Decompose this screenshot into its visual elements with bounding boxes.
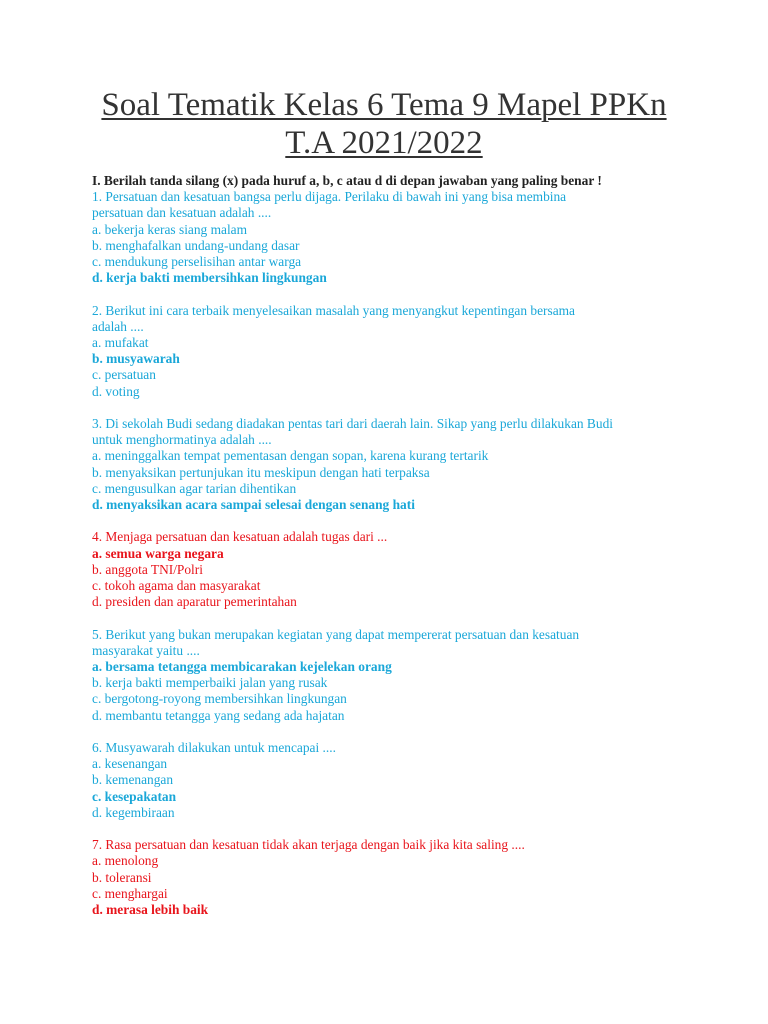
answer-option: c. mengusulkan agar tarian dihentikan: [92, 480, 297, 496]
answer-option: d. kegembiraan: [92, 804, 175, 820]
document-title: [0, 86, 768, 162]
answer-option-correct: d. menyaksikan acara sampai selesai dengan senang hati: [92, 497, 415, 513]
question-text: 6. Musyawarah dilakukan untuk mencapai ....: [92, 740, 336, 756]
question-7: [92, 837, 712, 918]
answer-option: c. bergotong-royong membersihkan lingkungan: [92, 691, 347, 707]
question-text: 3. Di sekolah Budi sedang diadakan pentas tari dari daerah lain. Sikap yang perlu dilakukan Budi: [92, 416, 613, 432]
answer-option: b. anggota TNI/Polri: [92, 561, 203, 577]
answer-option: d. membantu tetangga yang sedang ada hajatan: [92, 707, 345, 723]
answer-option-correct: c. kesepakatan: [92, 788, 177, 804]
question-4: [92, 529, 712, 610]
answer-option: d. presiden dan aparatur pemerintahan: [92, 594, 297, 610]
answer-option: b. menghafalkan undang-undang dasar: [92, 237, 300, 253]
question-6: [92, 740, 712, 821]
answer-option: b. kerja bakti memperbaiki jalan yang rusak: [92, 675, 328, 691]
question-text: masyarakat yaitu ....: [92, 642, 200, 658]
title-line-1: Soal Tematik Kelas 6 Tema 9 Mapel PPKn: [101, 87, 667, 123]
question-text: 4. Menjaga persatuan dan kesatuan adalah tugas dari ...: [92, 529, 388, 545]
question-3: [92, 416, 712, 513]
answer-option-correct: a. semua warga negara: [92, 545, 224, 561]
answer-option: b. menyaksikan pertunjukan itu meskipun dengan hati terpaksa: [92, 464, 430, 480]
question-5: [92, 627, 712, 724]
answer-option: c. persatuan: [92, 367, 156, 383]
answer-option: a. meninggalkan tempat pementasan dengan sopan, karena kurang tertarik: [92, 448, 489, 464]
title-line-2: T.A 2021/2022: [285, 125, 483, 161]
answer-option: a. menolong: [92, 853, 159, 869]
question-2: [92, 303, 712, 400]
question-text: untuk menghormatinya adalah ....: [92, 432, 272, 448]
answer-option: c. menghargai: [92, 885, 168, 901]
answer-option-correct: d. merasa lebih baik: [92, 902, 209, 918]
question-list: [92, 173, 712, 934]
answer-option-correct: b. musyawarah: [92, 351, 180, 367]
answer-option: d. voting: [92, 383, 140, 399]
answer-option: c. tokoh agama dan masyarakat: [92, 578, 261, 594]
answer-option: b. toleransi: [92, 869, 152, 885]
answer-option: a. bekerja keras siang malam: [92, 221, 248, 237]
questions-container: [92, 189, 712, 918]
question-text: persatuan dan kesatuan adalah ....: [92, 205, 272, 221]
answer-option-correct: a. bersama tetangga membicarakan kejelekan orang: [92, 659, 392, 675]
question-text: 1. Persatuan dan kesatuan bangsa perlu dijaga. Perilaku di bawah ini yang bisa membina: [92, 189, 567, 205]
answer-option: a. kesenangan: [92, 756, 168, 772]
answer-option: a. mufakat: [92, 335, 149, 351]
question-text: 7. Rasa persatuan dan kesatuan tidak akan terjaga dengan baik jika kita saling ....: [92, 837, 525, 853]
question-text: 5. Berikut yang bukan merupakan kegiatan yang dapat mempererat persatuan dan kesatuan: [92, 626, 580, 642]
instruction-text: I. Berilah tanda silang (x) pada huruf a, b, c atau d di depan jawaban yang paling benar !: [92, 173, 602, 188]
question-text: 2. Berikut ini cara terbaik menyelesaikan masalah yang menyangkut kepentingan bersama: [92, 302, 576, 318]
question-1: [92, 189, 712, 286]
question-text: adalah ....: [92, 318, 144, 334]
answer-option: c. mendukung perselisihan antar warga: [92, 254, 302, 270]
answer-option: b. kemenangan: [92, 772, 174, 788]
answer-option-correct: d. kerja bakti membersihkan lingkungan: [92, 270, 327, 286]
